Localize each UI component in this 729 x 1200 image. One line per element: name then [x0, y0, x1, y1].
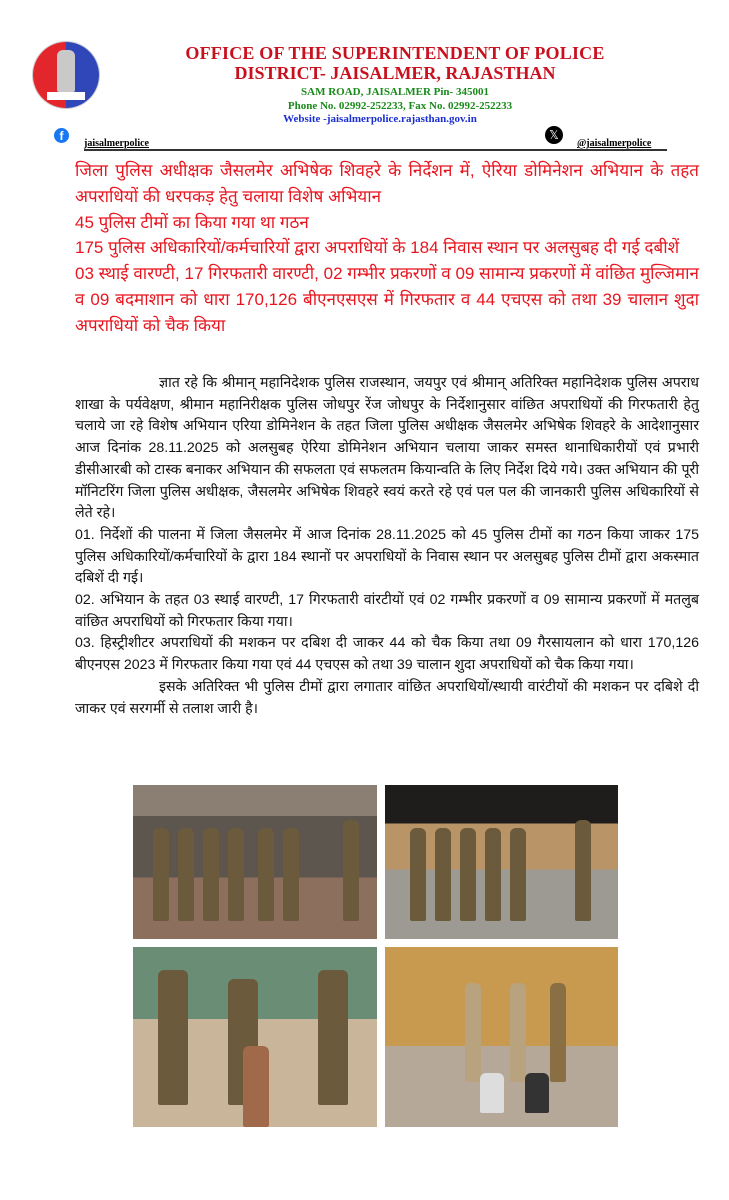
photo-police-briefing-day [133, 785, 377, 939]
point-03: 03. हिस्ट्रीशीटर अपराधियों की मशकन पर दबिश दी जाकर 44 को चैक किया तथा 09 गैरसायलान को धारा 170,126 बीएनएस 2023 में गिरफतार किया गया एवं 44 एचएस को तथा 39 चालान शुदा अपराधियों को चैक किया गया। [75, 635, 699, 674]
facebook-icon: f [54, 128, 69, 143]
x-handle[interactable]: @jaisalmerpolice [577, 138, 652, 149]
headline-line: 03 स्थाई वारण्टी, 17 गिरफतारी वारण्टी, 02 गम्भीर प्रकरणों व 09 सामान्य प्रकरणों में वांछित मुल्जिमान व 09 बदमाशान को धारा 170,126 बीएनएसएस में गिरफतार व 44 एचएस को तथा 39 चालान शुदा अपराधियों को चैक किया [75, 264, 699, 335]
photo-collage [133, 785, 618, 1129]
x-twitter-icon: 𝕏 [545, 126, 563, 144]
intro-paragraph: ज्ञात रहे कि श्रीमान् महानिदेशक पुलिस राजस्थान, जयपुर एवं श्रीमान् अतिरिक्त महानिदेशक पुलिस अपराध शाखा के पर्यवेक्षण, श्रीमान महानिरीक्षक पुलिस जोधपुर रेंज जोधपुर के निर्देशानुसार वांछित अपराधियों की गिरफतारी हेतु चलाये जा रहे विशेष अभियान एरिया डोमिनेशन के तहत जिला पुलिस अधीक्षक जैसलमेर अभिषेक शिवहरे के आदेशानुसार आज दिनांक 28.11.2025 को अलसुबह ऐरिया डोमिनेशन अभियान चलाया जाकर समस्त थानाधिकारीयों एवं प्रभारी डीसीआरबी को टास्क बनाकर अभियान की सफलता एवं सफलतम कियान्वति के लिए निर्देश दिये गये। उक्त अभियान की पूरी मॉनिटरिंग जिला पुलिस अधीक्षक, जैसलमेर अभिषेक शिवहरे स्वयं करते रहे एवं पल पल की जानकारी पुलिस अधिकारियों से लेते रहे। [75, 375, 699, 522]
press-release-body [75, 373, 699, 720]
address: SAM ROAD, JAISALMER Pin- 345001 [301, 86, 489, 98]
headline-line: 45 पुलिस टीमों का किया गया था गठन [75, 212, 309, 232]
facebook-handle[interactable]: jaisalmerpolice [84, 138, 149, 149]
headline-line: जिला पुलिस अधीक्षक जैसलमेर अभिषेक शिवहरे के निर्देशन में, ऐरिया डोमिनेशन अभियान के तहत अपराधियों की धरपकड़ हेतु चलाया विशेष अभियान [75, 161, 699, 206]
point-02: 02. अभियान के तहत 03 स्थाई वारण्टी, 17 गिरफतारी वांरटीयों एवं 02 गम्भीर प्रकरणों व 09 सामान्य प्रकरणों में मतलुब वांछित अपराधियों को गिरफतार किया गया। [75, 592, 699, 630]
headline-block [75, 158, 699, 339]
district-title: DISTRICT- JAISALMER, RAJASTHAN [234, 63, 556, 83]
rajasthan-police-logo [33, 42, 99, 108]
photo-arrested-accused-1 [133, 947, 377, 1127]
phone-fax: Phone No. 02992-252233, Fax No. 02992-252233 [287, 100, 513, 112]
header-divider [84, 149, 667, 151]
closing-paragraph: इसके अतिरिक्त भी पुलिस टीमों द्वारा लगातार वांछित अपराधियों/स्थायी वारंटीयों की मशकन पर दबिशे दी जाकर एवं सरगर्मी से तलाश जारी है। [75, 678, 699, 717]
photo-police-briefing-night [385, 785, 618, 939]
website-link[interactable]: Website -jaisalmerpolice.rajasthan.gov.in [283, 113, 477, 125]
headline-line: 175 पुलिस अधिकारियों/कर्मचारियों द्वारा अपराधियों के 184 निवास स्थान पर अलसुबह दी गई दबीशें [75, 238, 680, 258]
point-01: 01. निर्देशों की पालना में जिला जैसलमेर में आज दिनांक 28.11.2025 को 45 पुलिस टीमों का गठन किया जाकर 175 पुलिस अधिकारियों/कर्मचारियों के द्वारा 184 स्थानों पर अपराधियों के निवास स्थान पर अलसुबह पुलिस टीमों द्वारा अकस्मात दबिशें दी गई। [75, 526, 699, 587]
office-title: OFFICE OF THE SUPERINTENDENT OF POLICE [185, 43, 605, 63]
photo-arrested-accused-2 [385, 947, 618, 1127]
